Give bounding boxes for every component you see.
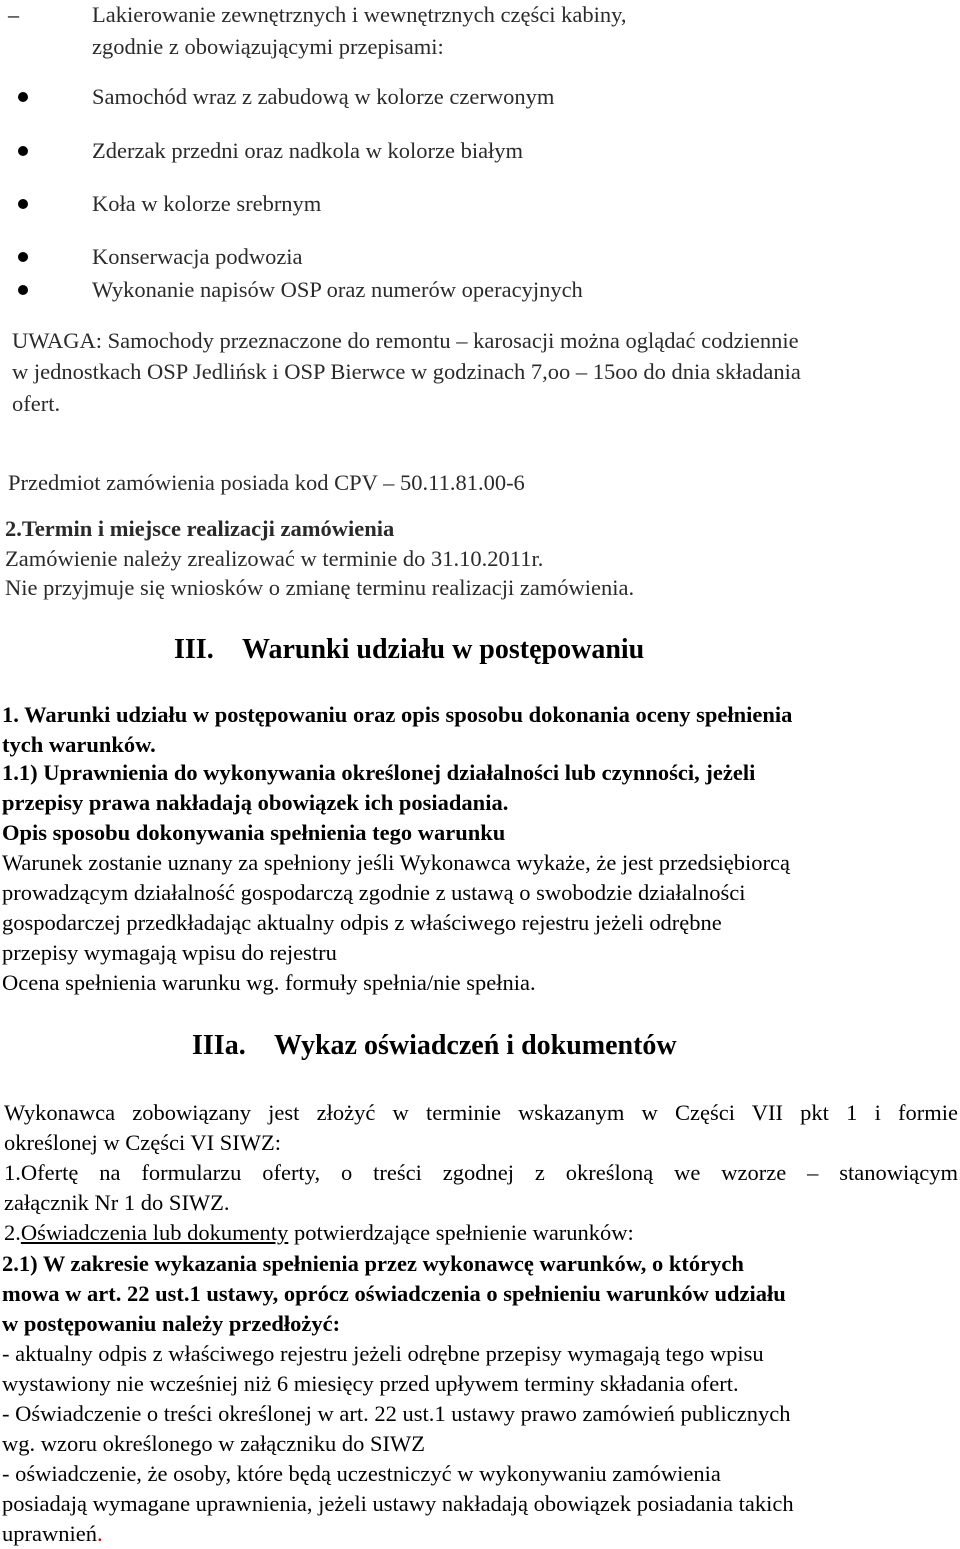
bullet-item: Samochód wraz z zabudową w kolorze czerwonym xyxy=(92,84,555,109)
termin-heading: 2.Termin i miejsce realizacji zamówienia xyxy=(5,516,395,541)
uwaga-line-3: ofert. xyxy=(12,391,61,416)
uwaga-line-2: w jednostkach OSP Jedlińsk i OSP Bierwce w godzinach 7,oo – 15oo do dnia składania xyxy=(12,359,801,384)
section-IIIa-number: IIIa. xyxy=(192,1030,246,1061)
b21-line-3: w postępowaniu należy przedłożyć: xyxy=(2,1311,341,1336)
opis-heading: Opis sposobu dokonywania spełnienia tego warunku xyxy=(2,820,506,845)
ocena-line: Ocena spełnienia warunku wg. formuły spełnia/nie spełnia. xyxy=(2,970,536,995)
wykaz-p3-rest: potwierdzające spełnienie warunków: xyxy=(288,1220,634,1245)
intro-line-2: zgodnie z obowiązującymi przepisami: xyxy=(92,34,444,59)
bullet-item: Zderzak przedni oraz nadkola w kolorze białym xyxy=(92,138,524,163)
bullet-item: Koła w kolorze srebrnym xyxy=(92,191,322,216)
wykaz-p2-line-2: załącznik Nr 1 do SIWZ. xyxy=(4,1190,230,1215)
bullet-icon xyxy=(18,199,28,209)
dash-marker: – xyxy=(8,2,19,27)
warunki-heading-11b: przepisy prawa nakładają obowiązek ich posiadania. xyxy=(2,790,509,815)
wykaz-p3-underlined: Oświadczenia lub dokumenty xyxy=(20,1220,289,1245)
b21-line-1: 2.1) W zakresie wykazania spełnienia przez wykonawcę warunków, o których xyxy=(2,1251,744,1276)
item3-line-1: - oświadczenie, że osoby, które będą uczestniczyć w wykonywaniu zamówienia xyxy=(2,1461,721,1486)
opis-line-2: prowadzącym działalność gospodarczą zgodnie z ustawą o swobodzie działalności xyxy=(2,880,746,905)
b21-line-2: mowa w art. 22 ust.1 ustawy, oprócz oświadczenia o spełnieniu warunków udziału xyxy=(2,1281,786,1306)
opis-line-3: gospodarczej przedkładając aktualny odpis z właściwego rejestru jeżeli odrębne xyxy=(2,910,722,935)
warunki-heading-11a: 1.1) Uprawnienia do wykonywania określonej działalności lub czynności, jeżeli xyxy=(2,760,756,785)
item3-line-3 xyxy=(2,1521,103,1547)
bullet-icon xyxy=(18,285,28,295)
bullet-item: Wykonanie napisów OSP oraz numerów operacyjnych xyxy=(92,277,583,302)
item3-line-3-end: . xyxy=(96,1521,103,1546)
item1-line-1: - aktualny odpis z właściwego rejestru jeżeli odrębne przepisy wymagają tego wpisu xyxy=(2,1341,764,1366)
warunki-heading-1b: tych warunków. xyxy=(2,732,156,757)
bullet-item: Konserwacja podwozia xyxy=(92,244,303,269)
item1-line-2: wystawiony nie wcześniej niż 6 miesięcy przed upływem terminy składania ofert. xyxy=(2,1371,739,1396)
warunki-heading-1a: 1. Warunki udziału w postępowaniu oraz opis sposobu dokonania oceny spełnienia xyxy=(2,702,793,727)
termin-line-2: Nie przyjmuje się wniosków o zmianę terminu realizacji zamówienia. xyxy=(5,575,635,600)
section-III-title: Warunki udziału w postępowaniu xyxy=(242,634,645,665)
item2-line-1: - Oświadczenie o treści określonej w art. 22 ust.1 ustawy prawo zamówień publicznych xyxy=(2,1401,791,1426)
opis-line-1: Warunek zostanie uznany za spełniony jeśli Wykonawca wykaże, że jest przedsiębiorcą xyxy=(2,850,790,875)
wykaz-p3-prefix: 2. xyxy=(4,1220,21,1245)
termin-line-1: Zamówienie należy zrealizować w terminie do 31.10.2011r. xyxy=(5,546,544,571)
section-III-number: III. xyxy=(174,634,214,665)
wykaz-p1-line-1: Wykonawca zobowiązany jest złożyć w terminie wskazanym w Części VII pkt 1 i formie xyxy=(4,1100,958,1125)
bullet-icon xyxy=(18,146,28,156)
item3-line-2: posiadają wymagane uprawnienia, jeżeli ustawy nakładają obowiązek posiadania takich xyxy=(2,1491,794,1516)
bullet-icon xyxy=(18,92,28,102)
bullet-icon xyxy=(18,252,28,262)
cpv-code: Przedmiot zamówienia posiada kod CPV – 50.11.81.00-6 xyxy=(8,470,525,495)
item2-line-2: wg. wzoru określonego w załączniku do SIWZ xyxy=(2,1431,425,1456)
wykaz-p3 xyxy=(4,1220,634,1246)
wykaz-p1-line-2: określonej w Części VI SIWZ: xyxy=(4,1130,282,1155)
uwaga-line-1: UWAGA: Samochody przeznaczone do remontu – karosacji można oglądać codziennie xyxy=(12,328,799,353)
section-IIIa-title: Wykaz oświadczeń i dokumentów xyxy=(274,1030,677,1061)
wykaz-p2-line-1: 1.Ofertę na formularzu oferty, o treści zgodnej z określoną we wzorze – stanowiącym xyxy=(4,1160,958,1185)
item3-line-3-main: uprawnień xyxy=(2,1521,97,1546)
intro-line-1: Lakierowanie zewnętrznych i wewnętrznych części kabiny, xyxy=(92,2,627,27)
opis-line-4: przepisy wymagają wpisu do rejestru xyxy=(2,940,337,965)
